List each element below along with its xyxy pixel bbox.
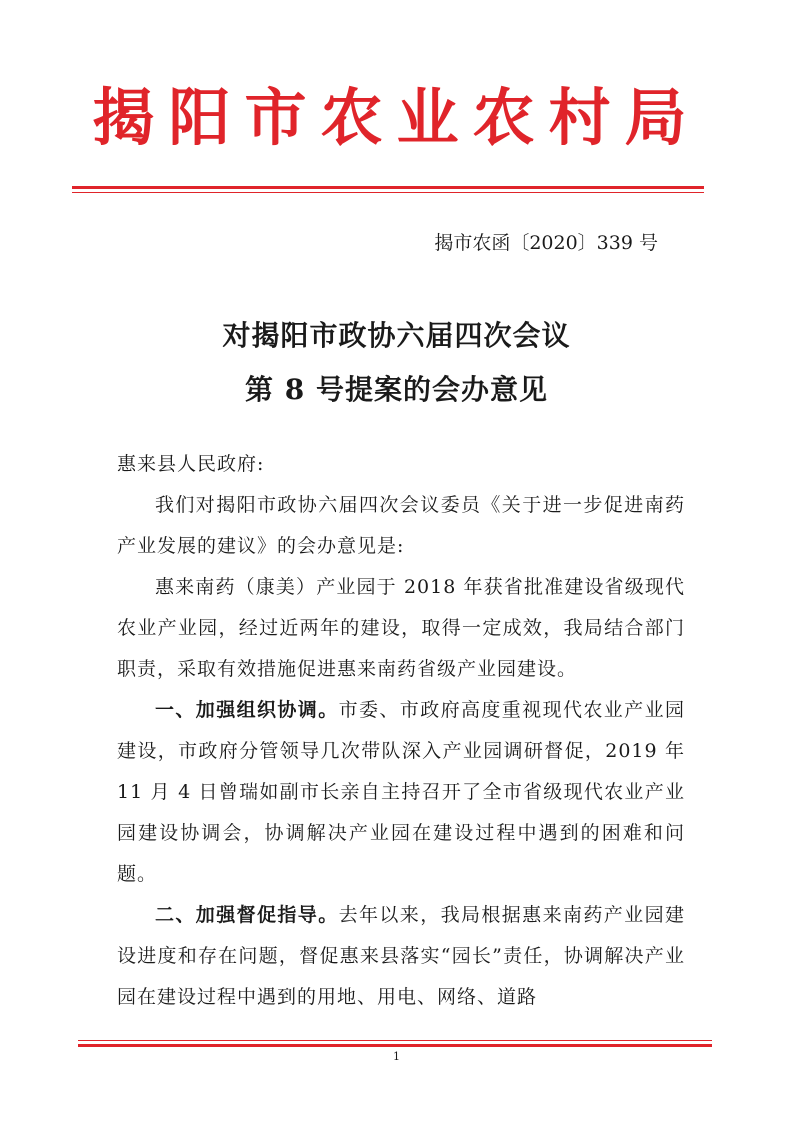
paragraph-background: 惠来南药（康美）产业园于 2018 年获省批准建设省级现代农业产业园，经过近两年的建设，取得一定成效，我局结合部门职责，采取有效措施促进惠来南药省级产业园建设。 [117, 576, 685, 680]
document-title-line1: 对揭阳市政协六届四次会议 [222, 319, 571, 352]
section-2-heading: 二、加强督促指导。 [155, 904, 339, 926]
section-1-text: 市委、市政府高度重视现代农业产业园建设，市政府分管领导几次带队深入产业园调研督促，2019 年 11 月 4 日曾瑞如副市长亲自主持召开了全市省级现代农业产业园建设协调会，协调解决产业园在建设过程中遇到的困难和问题。 [117, 699, 685, 885]
letterhead-title: 揭阳市农业农村局 [92, 81, 701, 154]
document-title-line2: 第 8 号提案的会办意见 [245, 373, 548, 406]
addressee: 惠来县人民政府: [117, 453, 265, 475]
footer-rule-thin [78, 1040, 712, 1041]
paragraph-intro: 我们对揭阳市政协六届四次会议委员《关于进一步促进南药产业发展的建议》的会办意见是: [117, 494, 685, 557]
paragraph-section-1 [117, 690, 685, 895]
letterhead-rule-thick [72, 186, 704, 189]
document-body [117, 444, 685, 1018]
paragraph-section-2 [117, 895, 685, 1018]
section-2-text: 去年以来，我局根据惠来南药产业园建设进度和存在问题，督促惠来县落实“园长”责任，协调解决产业园在建设过程中遇到的用地、用电、网络、道路 [117, 904, 685, 1008]
footer-rule-thick [78, 1044, 712, 1047]
letterhead-rule-thin [72, 192, 704, 193]
page-number: 1 [393, 1050, 400, 1063]
section-1-heading: 一、加强组织协调。 [155, 699, 339, 721]
document-number: 揭市农函〔2020〕339 号 [434, 232, 658, 254]
